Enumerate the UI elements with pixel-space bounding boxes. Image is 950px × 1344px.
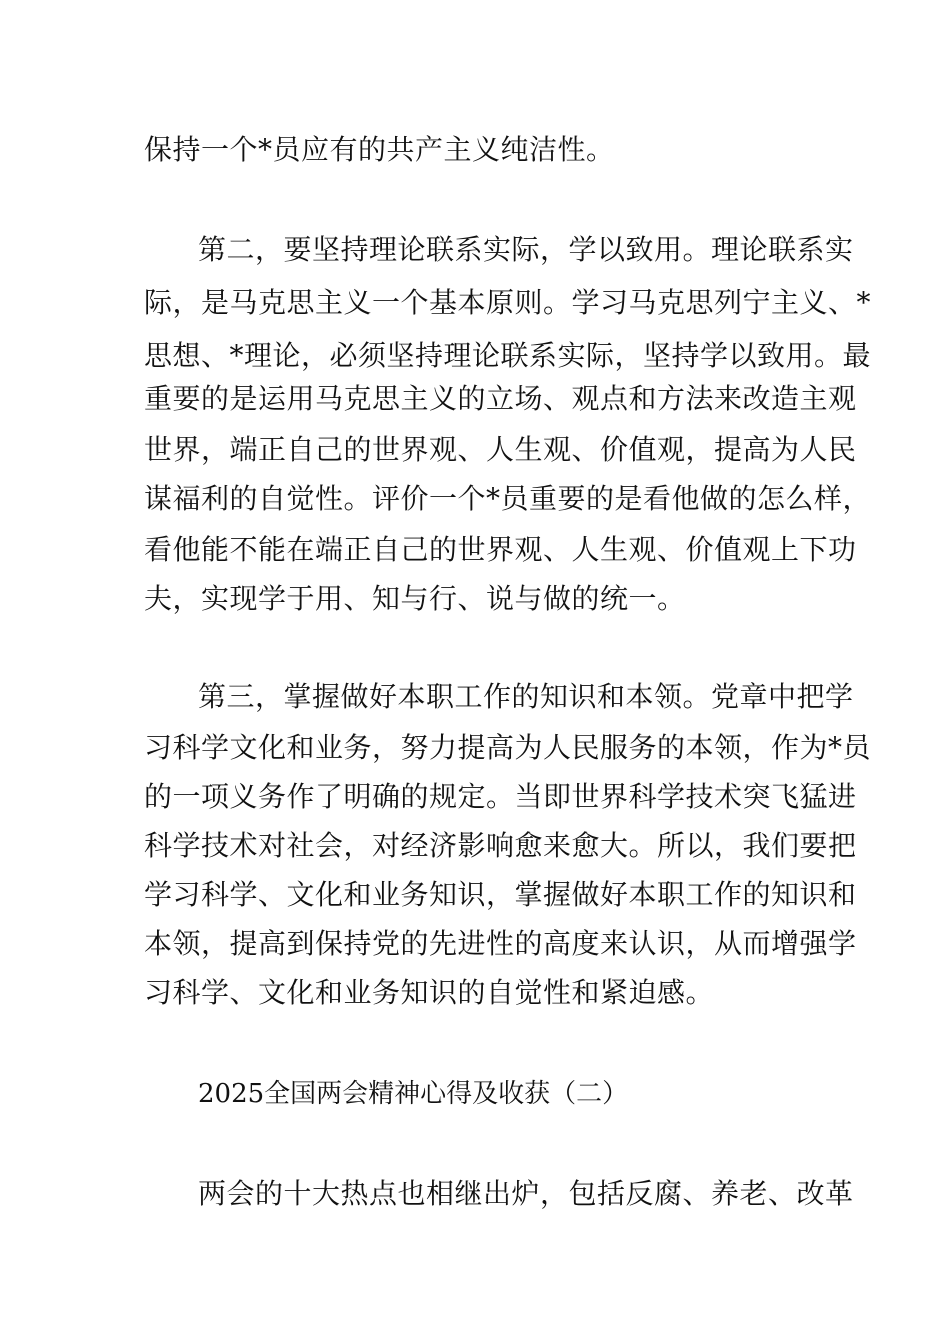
paragraph-line: 本领，提高到保持党的先进性的高度来认识，从而增强学 [144,927,857,960]
paragraph-line: 第三，掌握做好本职工作的知识和本领。党章中把学 [198,680,854,713]
paragraph-line: 保持一个*员应有的共产主义纯洁性。 [144,133,615,166]
paragraph-line: 习科学文化和业务，努力提高为人民服务的本领，作为*员 [144,731,872,764]
section-heading: 2025全国两会精神心得及收获（二） [198,1079,629,1109]
paragraph-line: 第二，要坚持理论联系实际，学以致用。理论联系实 [198,233,854,266]
paragraph-line: 学习科学、文化和业务知识，掌握做好本职工作的知识和 [144,878,857,911]
paragraph-line: 世界，端正自己的世界观、人生观、价值观，提高为人民 [144,433,857,466]
paragraph-line: 夫，实现学于用、知与行、说与做的统一。 [144,582,686,615]
paragraph-line: 际，是马克思主义一个基本原则。学习马克思列宁主义、* [144,286,872,319]
paragraph-line: 看他能不能在端正自己的世界观、人生观、价值观上下功 [144,533,857,566]
paragraph-line: 思想、*理论，必须坚持理论联系实际，坚持学以致用。最 [144,339,872,372]
paragraph-line: 重要的是运用马克思主义的立场、观点和方法来改造主观 [144,382,857,415]
paragraph-line: 两会的十大热点也相继出炉，包括反腐、养老、改革 [198,1177,854,1210]
paragraph-line: 谋福利的自觉性。评价一个*员重要的是看他做的怎么样， [144,482,872,515]
paragraph-line: 科学技术对社会，对经济影响愈来愈大。所以，我们要把 [144,829,857,862]
paragraph-line: 习科学、文化和业务知识的自觉性和紧迫感。 [144,976,715,1009]
paragraph-line: 的一项义务作了明确的规定。当即世界科学技术突飞猛进 [144,780,857,813]
